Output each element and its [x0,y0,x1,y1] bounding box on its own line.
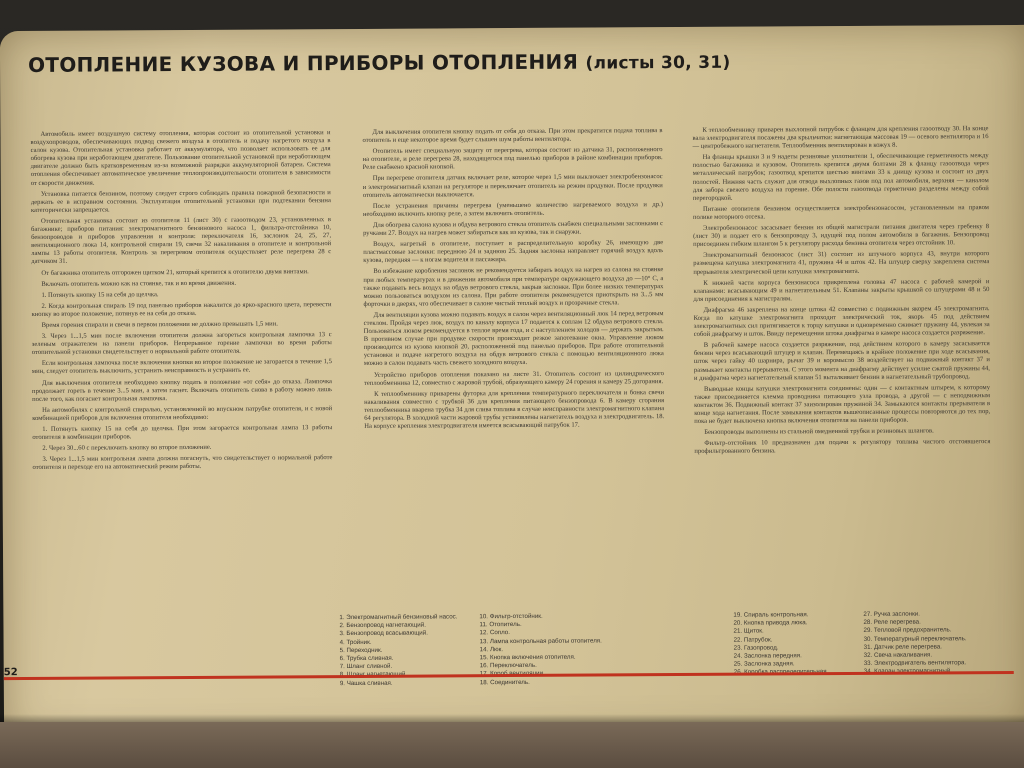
paragraph: 3. Через 1...1,5 мин после включения отопителя должна загореться контрольная лампочка 13 с зеленым отражателем на панели приборов. Непрерывное горение лампочки во время работы отопительной установки свидетельствует о нормальной работе отопителя. [31,331,332,357]
legend-column-3 [733,611,828,677]
text-column-2 [362,127,665,599]
paragraph: К нижней части корпуса бензонасоса прикреплена головка 47 насоса с рабочей камерой и клапанами: всасывающим 49 и нагнетательным 51. Клапаны закрыты крышкой со штуцерами 48 и 50 для присоединения к магистралям. [693,277,990,303]
paragraph: 1. Потянуть кнопку 15 на себя до щелчка. При этом загорается контрольная лампа 13 работы отопителя в комбинации приборов. [32,424,333,442]
paragraph: В рабочей камере насоса создается разряжение, под действием которого в камеру засасывается бензин через всасывающий штуцер и клапан. Перемещаясь в крайнее положение при ходе всасывания, шток через гайку 40 шарнира, рычаг 39 и коромысло 38 воздействует на подвижный контакт 37 и размыкает контакты прерывателя. С этого момента на диафрагму действует усилие сжатой пружины 44, и диафрагма через нагнетательный клапан 51 выталкивает бензин в нагнетательный трубопровод. [693,340,990,382]
legend-item: 33. Электродвигатель вентилятора. [863,659,967,668]
paragraph: Бензопроводы выполнены из стальной омедненной трубки и резиновых шлангов. [704,427,934,437]
legend-item: 16. Переключатель. [479,662,537,670]
paragraph: На фланцы крышки 3 и 9 надеты резиновые уплотнители 1, обеспечивающие герметичность между полостью багажника и кузовом. Отопитель крепится двумя болтами 28 к фланцу газоотвода через металлический патрубок; газоотвод крепится шестью винтами 33 к днищу кузова и состоит из двух полостей. Нижняя часть служит для отвода выхлопных газов под пол автомобиля, верхняя — каналом для забора свежего воздуха на горение. Обе полости газоотвода герметично разделены между собой перегородкой. [692,152,989,202]
page-title-sub: (листы 30, 31) [585,52,731,74]
legend-item: 2. Бензопровод нагнетающий. [339,621,426,630]
legend-item: 6. Трубка сливная. [339,654,394,663]
legend-item: 11. Отопитель. [479,621,522,629]
legend-item: 10. Фильтр-отстойник. [479,612,543,621]
legend-item: 13. Лампа контрольная работы отопителя. [479,637,602,645]
legend-item: 24. Заслонка передняя. [733,652,802,660]
legend-item: 20. Кнопка привода люка. [733,619,808,627]
page-title-main: ОТОПЛЕНИЕ КУЗОВА И ПРИБОРЫ ОТОПЛЕНИЯ [27,49,579,77]
paragraph: Для выключения отопителя кнопку подать от себя до отказа. При этом прекратится подача топлива в отопитель и еще некоторое время будет слышен шум работы вентилятора. [362,127,663,145]
legend-item: 25. Заслонка задняя. [733,660,795,668]
paragraph: Диафрагма 46 закреплена на конце штока 42 совместно с подвижным якорем 45 электромагнита. Когда по катушке электромагнита проходит электрический ток, якорь 45 под действием электромагнитных сил притягивается к торцу катушки и одновременно сжимает пружину 44, увлекая за собой диафрагму и шток. Ввиду перемещения штока диафрагма в камере насоса создается разряжение. [693,304,990,339]
legend-item: 22. Патрубок. [733,636,773,644]
paragraph: Во избежание коробления заслонок не рекомендуется забирать воздух на нагрев из салона на стоянке при любых температурах и в движении автомобиля при температуре окружающего воздуха до —10° С, а также подавать весь воздух на обдув ветрового стекла, закрыв заслонки. При более низких температурах можно пользоваться воздухом из салона. При работе отопителя рекомендуется приоткрыть на 3...5 мм форточки в дверях, что обеспечивает в салоне чистый теплый воздух и прозрачные стекла. [363,266,664,308]
legend-item: 7. Шланг сливной. [339,662,393,671]
legend-item: 21. Щиток. [733,627,764,636]
table-surface [0,722,1024,768]
paragraph: Для выключения отопителя необходимо кнопку подать в положение «от себя» до отказа. Лампочка продолжает гореть в течение 3...5 мин, а затем гаснет. Включать отопитель снова в работу можно лишь после того, как погаснет контрольная лампочка. [32,377,333,403]
paragraph: Если контрольная лампочка после включения кнопки во второе положение не загорается в течение 1,5 мин, следует отопитель выключить, устранить неисправность и устранить ее. [31,358,332,376]
paragraph: При перегреве отопителя датчик включает реле, которое через 1,5 мин выключает электробензонасос и электромагнитный клапан на регуляторе и переключает отопитель на режим продувки. После продувки отопитель автоматически выключается. [362,173,663,199]
legend-item: 32. Свеча накаливания. [863,651,933,659]
paragraph: Включать отопитель можно как на стоянке, так и во время движения. [41,279,236,288]
paragraph: Фильтр-отстойник 10 предназначен для подачи к регулятору топлива чистого отстоявшегося профильтрованного бензина. [694,438,991,456]
paragraph: Электромагнитный бензонасос (лист 31) состоит из штучного корпуса 43, внутри которого размещена катушка электромагнита 41, пружина 44 и шток 42. На штуцер сверху закреплена система прерывателя электрической цепи катушки электромагнита. [693,250,990,276]
legend-item: 14. Люк. [479,645,504,654]
paragraph: 2. Когда контрольная спираль 19 под панелью приборов накалится до ярко-красного цвета, перевести кнопку во второе положение, потянув ее на себя до отказа. [31,300,332,318]
paragraph: Отопительная установка состоит из отопителя 11 (лист 30) с газоотводом 23, установленных в багажнике; приборов питания: электромагнитного бензинового насоса 1, фильтра-отстойника 10, бензопроводов и приборов управления и контроля: переключателя 16, заслонок 24, 25, 27, вентиляционного люка 14, контрольной спирали 19, свечи 32 накаливания в отопителе и контрольной лампы 13 работы отопителя. Контроль за перегревом отопителя осуществляет реле перегрева 28 с датчиком 31. [31,216,332,266]
paragraph: Время горения спирали и свечи в первом положении не должно превышать 1,5 мин. [41,320,278,329]
text-column-1 [30,129,333,616]
paragraph: Электробензонасос засасывает бензин из общей магистрали питания двигателя через гребенку 8 (лист 30) и подает его к бензопроводу 3, идущей под полом автомобиля в багажник. Бензопровод присоединен гибким шлангом 5 к регулятору расхода бензина отопителя через отстойник 10. [693,223,990,249]
legend-item: 4. Тройник. [339,638,372,646]
legend-item: 29. Тепловой предохранитель. [863,626,952,635]
legend-item: 1. Электромагнитный бензиновый насос. [339,613,458,622]
paragraph: 1. Потянуть кнопку 15 на себя до щелчка. [41,290,159,299]
paragraph: Выводные концы катушки электромагнита соединены: один — с контактным штырем, к которому также присоединяется клемма проводника питающего узла провода, а другой — с неподвижным контактом 36. Подвижный контакт 37 заизолирован пружиной 34. Замыкаются контакты прерывателя в конце хода нагнетания. После замыкания контактов вышеописанные процессы повторяются до тех пор, пока не будет выключена кнопка включения отопителя на панели приборов. [694,383,991,426]
paragraph: Питание отопителя бензином осуществляется электробензонасосом, установленным на правом полике моторного отсека. [692,203,989,221]
legend-item: 3. Бензопровод всасывающий. [339,629,428,638]
legend-column-4 [863,610,966,676]
paragraph: Воздух, нагретый в отопителе, поступает в распределительную коробку 26, имеющую две пластмассовые заслонки: переднюю 24 и заднюю 25. Задняя заслонка направляет горячий воздух вдоль кузова, передняя — к ногам водителя и пассажира. [363,239,664,265]
legend-item: 19. Спираль контрольная. [733,611,809,619]
paragraph: Для вентиляции кузова можно подавать воздух в салон через вентиляционный люк 14 перед ветровым стеклом. Пройдя через люк, воздух по каналу корпуса 17 подается к соплам 12 обдува ветрового стекла. Пользоваться люком рекомендуется в теплое время года, и с наступлением холодов — держать закрытым. В противном случае при продувке скорости происходит резкое запотевание окна. Управление люком производится из кузова кнопкой 20, расположенной под панелью приборов. При работе отопительной установки и подаче нагретого воздуха на обдув ветрового стекла с помощью вентиляционного люка можно в салон подавать часть свежего холодного воздуха. [363,309,664,368]
paragraph: После устранения причины перегрева (уменьшено количество нагреваемого воздуха и др.) необходимо включить кнопку реле, а затем включить отопитель. [362,200,663,218]
page-number: 52 [3,667,18,679]
paragraph: К теплообменнику приварены футорка для крепления температурного переключателя и бонка свечи накаливания совместно с трубкой 36 для крепления питающего бензопровода 6. В камеру сгорания теплообменника вварена трубка 34 для слива топлива в случае неисправности электромагнитного клапана 64 регулятора. В холодной части жаровой трубы установлены нагнетатель воздуха и электродвигатель. 18. На корпусе крепления электродвигателя имеется всасывающий патрубок 17. [364,388,665,431]
paragraph: Установка питается бензином, поэтому следует строго соблюдать правила пожарной безопасности и держать ее в исправном состоянии. Эксплуатация отопительной установки при подтекании бензина категорически запрещается. [30,188,331,214]
legend-item: 18. Соединитель. [479,678,530,686]
paragraph: От багажника отопитель отгорожен щитком 21, который крепится к отопителю двумя винтами. [41,267,309,277]
legend-item: 15. Кнопка включения отопителя. [479,653,576,662]
book-page [0,25,1024,743]
legend-item: 27. Ручка заслонки. [863,610,920,618]
paragraph: На автомобилях с контрольной спиралью, установленной во впускном патрубке отопителя, и с новой комбинацией приборов для включения отопителя необходимо: [32,404,333,422]
paragraph: 3. Через 1...1,5 мин контрольная лампа должна погаснуть, что свидетельствует о нормальной работе отопителя и переходе его на автоматический режим работы. [32,454,333,472]
paragraph: Для обогрева салона кузова и обдува ветрового стекла отопитель снабжен специальными заслонками с ручками 27. Воздух на нагрев может забираться как из кузова, так и снаружи. [363,220,664,237]
paragraph: Автомобиль имеет воздушную систему отопления, которая состоит из отопительной установки и воздухопроводов, обеспечивающих подвод свежего воздуха в отопитель и подачу нагретого воздуха в салон кузова. Отопительная установка работает от аккумулятора, что позволяет использовать ее для обогрева кузова при неработающем двигателе. Пользование отопительной установкой при неработающем двигателе должно быть кратковременным из-за возможной разрядки аккумуляторной батареи. Система отопления обеспечивает автоматическое увеличение теплопроизводительности отопителя в зависимости от скорости движения. [30,129,331,187]
legend-item: 23. Газопровод. [733,644,779,652]
paragraph: 2. Через 30...60 с переключить кнопку во второе положение. [42,444,212,453]
paragraph: Отопитель имеет специальную защиту от перегрева, которая состоит из датчика 31, расположенного на отопителе, и реле перегрева 28, находящегося под панелью приборов в районе комбинации приборов. Реле снабжено красной кнопкой. [362,146,663,172]
legend-item: 30. Температурный переключатель. [863,634,967,643]
legend-item: 5. Переходник. [339,646,383,654]
text-column-3 [692,125,991,672]
legend-item: 9. Чашка сливная. [339,679,393,687]
legend-item: 31. Датчик реле перегрева. [863,643,943,651]
paragraph: К теплообменнику приварен выхлопной патрубок с фланцем для крепления газоотводу 30. На конце вала электродвигателя посажены два крыльчатки: нагнетающая массовая 19 — осевого вентилятора и 16 — центробежного нагнетателя. Теплообменник вентилирован в кожух 8. [692,125,989,151]
page-title [28,49,731,77]
paragraph: Устройство приборов отопления показано на листе 31. Отопитель состоит из цилиндрического теплообменника 12, совместно с жаровой трубой, образующего камеру 24 горения и камеру 25 догорания. [363,369,664,387]
legend-item: 12. Сопло. [479,629,510,637]
legend-item: 28. Реле перегрева. [863,618,921,627]
